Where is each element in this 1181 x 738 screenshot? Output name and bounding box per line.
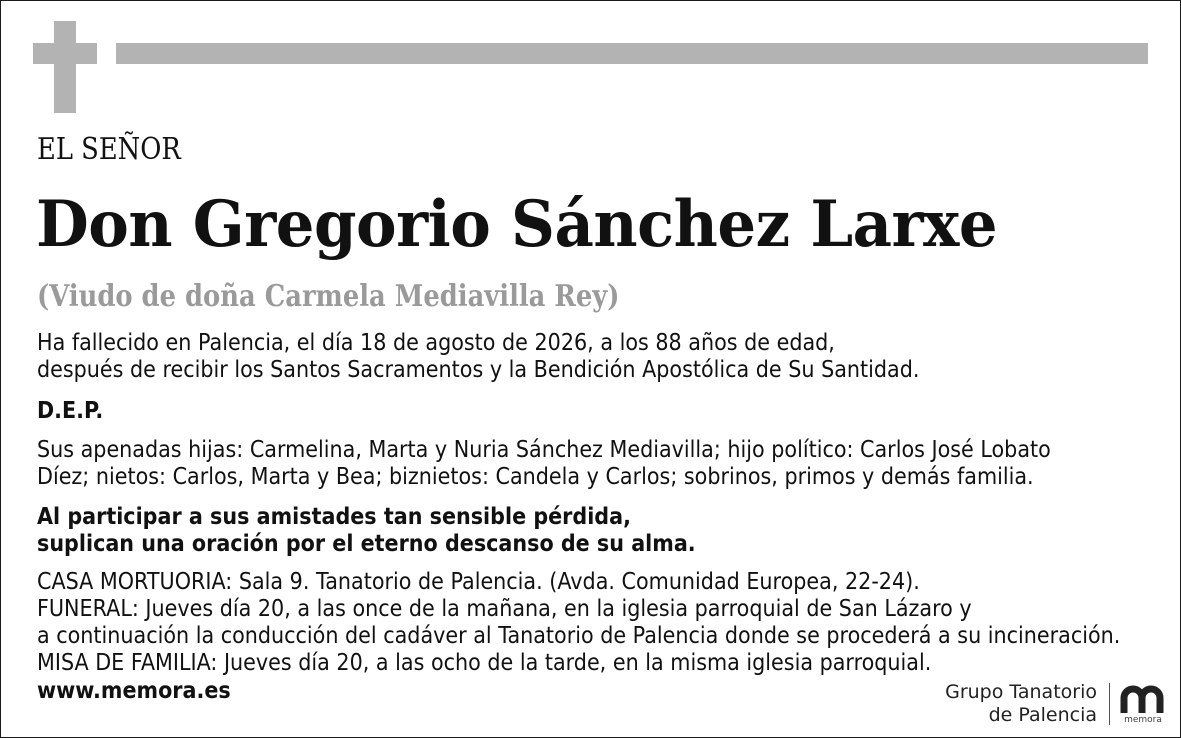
request-line: Al participar a sus amistades tan sensible pérdida, <box>37 504 631 530</box>
rip-text: D.E.P. <box>37 398 104 424</box>
memora-logo-word: memora <box>1124 714 1162 725</box>
group-name-line: Grupo Tanatorio <box>945 681 1097 703</box>
details-line: FUNERAL: Jueves día 20, a las once de la mañana, en la iglesia parroquial de San Lázaro y <box>37 596 972 622</box>
details-line: MISA DE FAMILIA: Jueves día 20, a las ocho de la tarde, en la misma iglesia parroquial. <box>37 650 932 676</box>
memora-logo <box>1120 684 1166 725</box>
group-name-line: de Palencia <box>988 704 1097 726</box>
details-line: CASA MORTUORIA: Sala 9. Tanatorio de Palencia. (Avda. Comunidad Europea, 22-24). <box>37 569 920 595</box>
family-line: Díez; nietos: Carlos, Marta y Bea; biznietos: Candela y Carlos; sobrinos, primos y demás familia. <box>37 464 1034 490</box>
website-link[interactable]: www.memora.es <box>37 678 231 704</box>
widow-note: (Viudo de doña Carmela Mediavilla Rey) <box>37 279 620 314</box>
group-name <box>945 681 1097 727</box>
header-rule <box>116 43 1148 64</box>
memora-m-logo-icon <box>1120 684 1166 714</box>
honorific: EL SEÑOR <box>37 132 181 167</box>
deceased-name: Don Gregorio Sánchez Larxe <box>36 187 998 262</box>
family-line: Sus apenadas hijas: Carmelina, Marta y Nuria Sánchez Mediavilla; hijo político: Carlos José Lobato <box>37 437 1051 463</box>
logo-divider <box>1109 683 1110 725</box>
announcement-line: Ha fallecido en Palencia, el día 18 de agosto de 2026, a los 88 años de edad, <box>37 330 835 356</box>
request-line: suplican una oración por el eterno descanso de su alma. <box>37 531 696 557</box>
details-line: a continuación la conducción del cadáver al Tanatorio de Palencia donde se procederá a su incineración. <box>37 623 1121 649</box>
tanatorio-logo <box>945 681 1166 727</box>
announcement-line: después de recibir los Santos Sacramentos y la Bendición Apostólica de Su Santidad. <box>37 357 920 383</box>
cross-icon-vertical <box>54 21 76 113</box>
cross-icon-horizontal <box>33 43 97 64</box>
